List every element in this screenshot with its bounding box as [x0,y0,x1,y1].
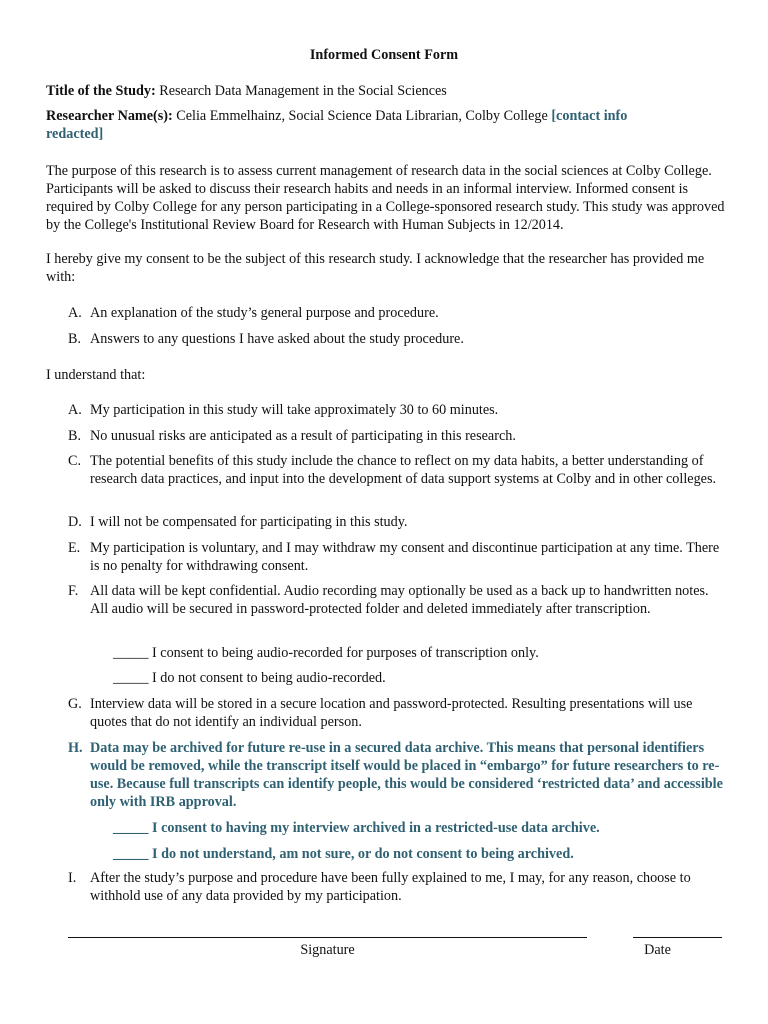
item-letter: A. [68,402,82,418]
item-letter: C. [68,453,82,469]
item-text: No unusual risks are anticipated as a result of participating in this research. [90,428,516,444]
audio-consent-option[interactable]: _____ I consent to being audio-recorded for purposes of transcription only. [113,645,539,661]
date-label: Date [644,942,671,958]
item-text: An explanation of the study’s general purpose and procedure. [90,305,439,321]
item-text: After the study’s purpose and procedure have been fully explained to me, I may, for any reason, choose to withhold use of any data provided by my participation. [90,870,691,904]
researcher-value: Celia Emmelhainz, Social Science Data Librarian, Colby College [176,108,548,124]
item-text: My participation is voluntary, and I may withdraw my consent and discontinue participation at any time. There is no penalty for withdrawing consent. [90,540,720,574]
item-text: Interview data will be stored in a secure location and password-protected. Resulting presentations will use quotes that do not identify an individual person. [90,696,693,730]
study-title-label: Title of the Study: [46,83,156,99]
item-letter: B. [68,331,82,347]
item-text: Data may be archived for future re-use in a secured data archive. This means that personal identifiers would be removed, while the transcript itself would be placed in “embargo” for future researchers to re-use. Because full transcripts can identify people, this would be considered ‘restricted data’ and accessible only with IRB approval. [90,740,723,810]
item-text: I will not be compensated for participating in this study. [90,514,408,530]
item-text: Answers to any questions I have asked about the study procedure. [90,331,464,347]
signature-line[interactable] [68,937,587,938]
study-title-value: Research Data Management in the Social Sciences [159,83,447,99]
date-line[interactable] [633,937,722,938]
item-letter: I. [68,870,77,886]
archive-decline-option[interactable]: _____ I do not understand, am not sure, or do not consent to being archived. [113,846,574,862]
understand-intro: I understand that: [46,367,146,383]
item-letter: E. [68,540,81,556]
researcher-label: Researcher Name(s): [46,108,173,124]
item-letter: B. [68,428,82,444]
form-title: Informed Consent Form [309,47,459,63]
item-letter: F. [68,583,79,599]
archive-consent-option[interactable]: _____ I consent to having my interview archived in a restricted-use data archive. [113,820,600,836]
signature-label: Signature [300,942,355,958]
redacted-contact-1: [contact info [551,108,628,124]
item-text: All data will be kept confidential. Audio recording may optionally be used as a back up to handwritten notes. All audio will be secured in password-protected folder and deleted immediately after transcription. [90,583,709,617]
purpose-paragraph: The purpose of this research is to assess current management of research data in the social sciences at Colby College. Participants will be asked to discuss their research habits and needs in an informal interview. Informed consent is required by Colby College for any person participating in a College-sponsored research study. This study was approved by the College's Institutional Review Board for Research with Human Subjects in 12/2014. [46,163,725,233]
item-letter: D. [68,514,82,530]
audio-decline-option[interactable]: _____ I do not consent to being audio-recorded. [113,670,386,686]
study-title-field [46,82,726,100]
redacted-contact-2: redacted] [46,126,104,142]
item-text: My participation in this study will take approximately 30 to 60 minutes. [90,402,499,418]
item-letter: A. [68,305,82,321]
item-letter: G. [68,696,82,712]
item-text: The potential benefits of this study include the chance to reflect on my data habits, a better understanding of research data practices, and input into the development of data support systems at Colby and in other colleges. [90,453,717,487]
item-letter: H. [68,740,83,756]
consent-paragraph: I hereby give my consent to be the subject of this research study. I acknowledge that the researcher has provided me with: [46,251,705,285]
researcher-field [46,107,726,143]
